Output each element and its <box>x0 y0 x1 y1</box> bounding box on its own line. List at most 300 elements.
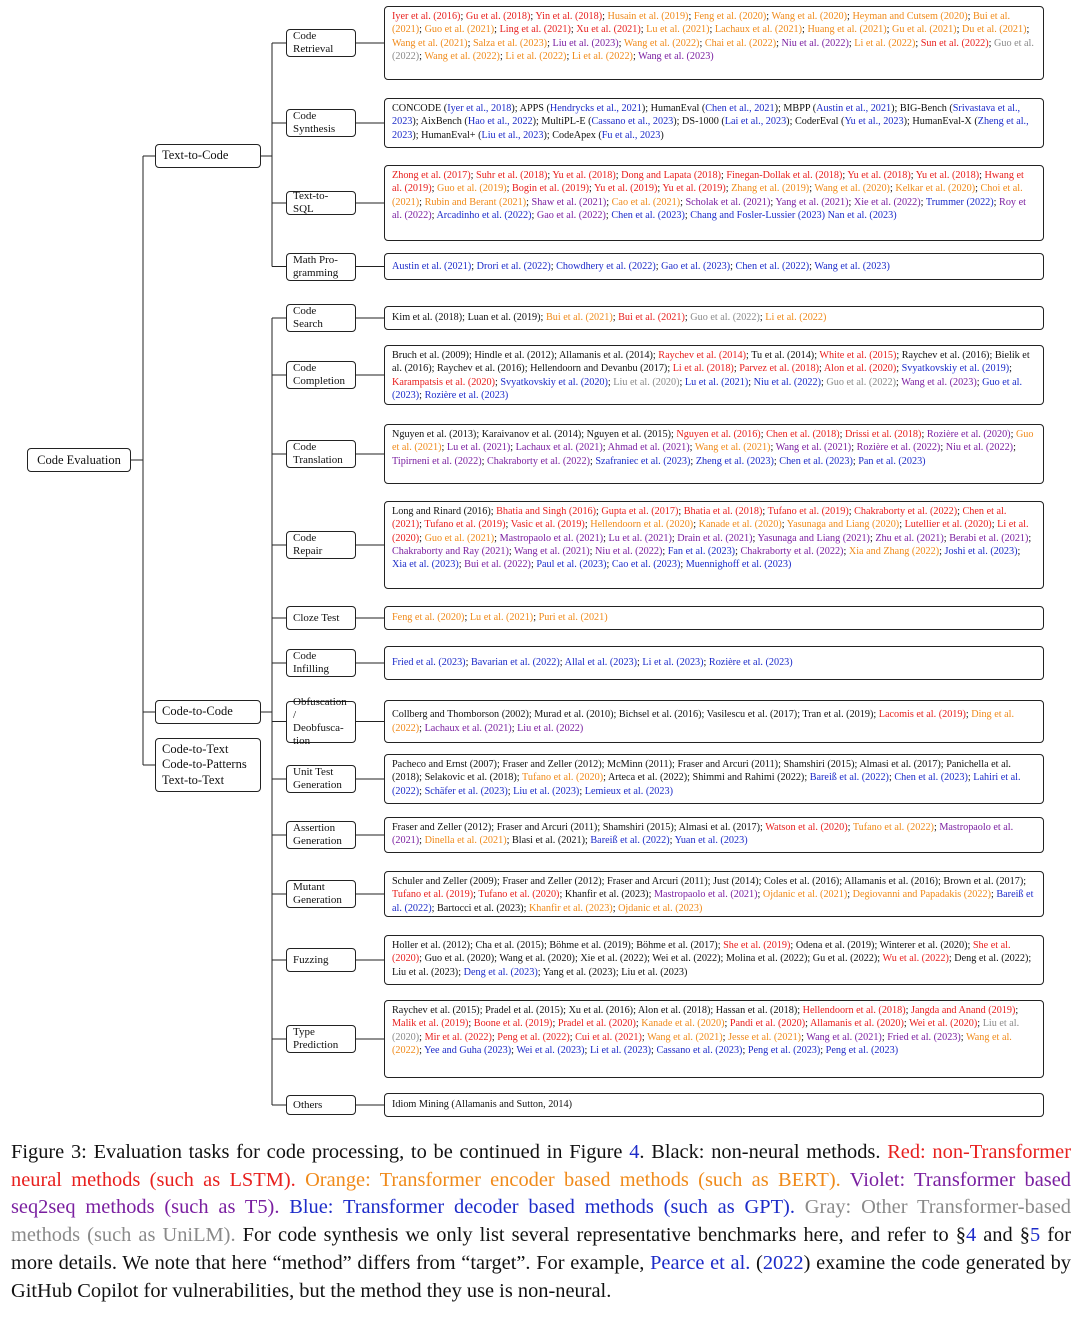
caption-segment: ) examine the code generated by GitHub Copilot for vulnerabilities, but the method they use is non-neural. <box>11 1251 1071 1302</box>
reference-item: Bui et al. (2021) <box>392 11 1011 36</box>
reference-item: Wang et al. (2021) <box>514 545 590 557</box>
reference-item: Li et al. (2022) <box>854 37 916 49</box>
reference-item: Joshi et al. (2023) <box>944 545 1018 557</box>
reference-item: Husain et al. (2019) <box>607 11 689 22</box>
reference-item: Wang et al. (2020) <box>814 183 890 195</box>
reference-item: Bui et al. (2022) <box>464 559 531 571</box>
reference-item: Chakraborty et al. (2022) <box>854 506 958 517</box>
caption-segment: and § <box>976 1224 1030 1247</box>
task-label: Code Synthesis <box>293 110 336 135</box>
reference-item: Xia et al. (2023) <box>392 559 459 571</box>
reference-item: Fried et al. (2023) <box>887 1031 961 1043</box>
reference-item: Parvez et al. (2018) <box>739 363 819 375</box>
caption-segment: Red: non-Transformer neural methods (such as LSTM). <box>11 1141 1071 1191</box>
reference-item: Tufano et al. (2019) <box>767 506 849 517</box>
reference-item: Li et al. (2020) <box>392 519 1029 544</box>
task-label: Fuzzing <box>293 953 329 966</box>
category-label: Code-to-Code <box>162 704 233 719</box>
reference-item: Tran et al. (2019) <box>802 709 874 721</box>
reference-item: Böhme et al. (2019) <box>549 940 631 951</box>
reference-item: Wu et al. (2022) <box>882 953 949 965</box>
reference-item: Li et al. (2023) <box>589 1044 652 1056</box>
reference-list: Pacheco and Ernst (2007); Fraser and Zeller (2012); McMinn (2011); Fraser and Arcuri (2011); Shamshiri (2015); Almasi et al. (2017); Panichella et al. (2018); Selakovic et al. (2018); Tufano et al. (2020); Arteca et al. (2022); Shimmi and Rahimi (2022); Bareiß et al. (2022); Chen et al. (2023); Lahiri et al. (2022); Schäfer et al. (2023); Liu et al. (2023); Lemieux et al. (2023) <box>384 754 1044 804</box>
reference-item: Niu et al. (2022) <box>781 37 849 49</box>
reference-item: Choi et al. (2021) <box>392 183 1023 208</box>
reference-item: Degiovanni and Papadakis (2022) <box>852 889 991 901</box>
reference-item: Kanade et al. (2020) <box>698 519 782 531</box>
reference-item: Guo et al. (2023) <box>392 376 1023 401</box>
reference-item: Wang et al. (2022) <box>623 37 700 49</box>
task-node <box>286 1025 356 1053</box>
reference-item: Tufano et al. (2019) <box>424 519 506 531</box>
reference-item: Tufano et al. (2019) <box>392 889 474 901</box>
reference-item: Drori et al. (2022) <box>476 260 551 272</box>
reference-item: Lu et al. (2021) <box>646 24 710 36</box>
reference-item: Fraser and Arcuri (2011) <box>677 759 779 770</box>
reference-item: Yasunaga and Liang (2021) <box>757 532 870 544</box>
reference-item: Hao et al., 2022 <box>467 116 533 128</box>
reference-item: Li et al. (2022) <box>505 50 567 62</box>
caption-segment: Violet: Transformer based seq2seq methods (such as T5). <box>11 1168 1071 1219</box>
task-label: Code Completion <box>293 362 345 387</box>
task-node <box>286 191 356 215</box>
reference-item: Lachaux et al. (2021) <box>714 24 803 36</box>
task-label: Code Search <box>293 305 323 330</box>
reference-item: Yu et al. (2018) <box>847 170 911 181</box>
reference-item: Karampatsis et al. (2020) <box>392 376 495 388</box>
reference-item: Pan et al. (2023) <box>858 455 926 467</box>
reference-item: Wang et al. (2021) <box>647 1031 723 1043</box>
reference-item: Fraser and Zeller (2012) <box>392 822 492 833</box>
reference-item: Gupta et al. (2017) <box>601 506 679 517</box>
task-label: Code Translation <box>293 441 343 466</box>
reference-item: Shimmi and Rahimi (2022) <box>692 772 805 784</box>
reference-item: Feng et al. (2020) <box>693 11 767 22</box>
task-node <box>286 531 356 559</box>
reference-item: Arteca et al. (2022) <box>607 772 688 784</box>
reference-item: Cha et al. (2015) <box>475 940 544 951</box>
task-label: Assertion Generation <box>293 822 342 847</box>
reference-item: Wang et al. (2023) <box>638 50 714 62</box>
reference-item: Xia and Zhang (2022) <box>848 545 940 557</box>
reference-item: Panichella et al. (2018) <box>392 759 1011 784</box>
reference-item: She et al. (2019) <box>723 940 791 951</box>
reference-item: Nguyen et al. (2015) <box>586 429 671 440</box>
reference-item: ); APPS ( <box>511 103 550 114</box>
reference-item: Gao et al. (2023) <box>661 260 731 272</box>
reference-item: Heyman and Cutsem (2020) <box>852 11 968 22</box>
reference-list: Bruch et al. (2009); Hindle et al. (2012); Allamanis et al. (2014); Raychev et al. (2014); Tu et al. (2014); White et al. (2015); Raychev et al. (2016); Bielik et al. (2016); Raychev et al. (2016); Hellendoorn and Devanbu (2017); Li et al. (2018); Parvez et al. (2018); Alon et al. (2020); Svyatkovskiy et al. (2019); Karampatsis et al. (2020); Svyatkovskiy et al. (2020); Liu et al. (2020); Lu et al. (2021); Niu et al. (2022); Guo et al. (2022); Wang et al. (2023); Guo et al. (2023); Rozière et al. (2023) <box>384 345 1044 405</box>
reference-item: Liu et al., 2023 <box>481 129 544 141</box>
reference-item: Bruch et al. (2009) <box>392 350 469 361</box>
reference-item: Guo et al. (2022) <box>826 376 896 388</box>
reference-item: ); HumanEval-X ( <box>903 116 978 128</box>
reference-item: Chen et al. (2021) <box>392 506 1007 531</box>
reference-item: CONCODE ( <box>392 103 448 114</box>
reference-item: Drissi et al. (2018) <box>845 429 922 440</box>
caption-segment: Pearce et al. <box>650 1251 751 1274</box>
reference-list: Kim et al. (2018); Luan et al. (2019); Bui et al. (2021); Bui et al. (2021); Guo et al. (2022); Li et al. (2022) <box>384 306 1044 330</box>
reference-item: Chen et al. (2023) <box>611 209 685 221</box>
reference-item: Puri et al. (2021) <box>538 612 608 624</box>
reference-item: Molina et al. (2022) <box>725 953 808 965</box>
reference-item: Yu et al. (2018) <box>552 170 616 181</box>
task-node <box>286 361 356 389</box>
reference-item: Ling et al. (2021) <box>499 24 571 36</box>
reference-item: Nguyen et al. (2013) <box>392 429 477 440</box>
reference-item: Berabi et al. (2021) <box>949 532 1029 544</box>
reference-item: Liu et al. (2022) <box>517 722 584 734</box>
reference-item: Wang et al. (2021) <box>806 1031 882 1043</box>
reference-item: Hellendoorn et al. (2018) <box>802 1005 906 1016</box>
reference-item: Chen et al. (2022) <box>735 260 810 272</box>
reference-item: Ojdanic et al. (2021) <box>762 889 848 901</box>
reference-item: Huang et al. (2021) <box>807 24 887 36</box>
reference-item: Liu et al. (2023) <box>513 785 580 797</box>
reference-item: Kanade et al. (2020) <box>641 1018 725 1030</box>
reference-item: Suhr et al. (2018) <box>476 170 548 181</box>
reference-item: Yuan et al. (2023) <box>674 835 748 847</box>
reference-item: Chakraborty et al. (2022) <box>487 455 590 467</box>
reference-item: Paul et al. (2023) <box>536 559 607 571</box>
reference-item: Yee and Guha (2023) <box>424 1044 512 1056</box>
reference-item: Chang and Fosler-Lussier (2023) Nan et al. (2023) <box>690 209 897 221</box>
reference-item: Chen et al. (2018) <box>766 429 840 440</box>
reference-item: ); HumanEval ( <box>641 103 706 114</box>
reference-item: Lu et al. (2021) <box>446 442 511 454</box>
reference-item: Guo et al. (2021) <box>424 24 495 36</box>
reference-item: Lu et al. (2021) <box>608 532 672 544</box>
reference-item: Pradel et al. (2020) <box>557 1018 636 1030</box>
reference-item: Murad et al. (2010) <box>534 709 614 721</box>
reference-item: Chai et al. (2022) <box>704 37 777 49</box>
reference-list: Long and Rinard (2016); Bhatia and Singh (2016); Gupta et al. (2017); Bhatia et al. (2018); Tufano et al. (2019); Chakraborty et al. (2022); Chen et al. (2021); Tufano et al. (2019); Vasic et al. (2019); Hellendoorn et al. (2020); Kanade et al. (2020); Yasunaga and Liang (2020); Lutellier et al. (2020); Li et al. (2020); Guo et al. (2021); Mastropaolo et al. (2021); Lu et al. (2021); Drain et al. (2021); Yasunaga and Liang (2021); Zhu et al. (2021); Berabi et al. (2021); Chakraborty and Ray (2021); Wang et al. (2021); Niu et al. (2022); Fan et al. (2023); Chakraborty et al. (2022); Xia and Zhang (2022); Joshi et al. (2023); Xia et al. (2023); Bui et al. (2022); Paul et al. (2023); Cao et al. (2023); Muennighoff et al. (2023) <box>384 501 1044 589</box>
reference-item: Arcadinho et al. (2022) <box>436 209 532 221</box>
task-node <box>286 253 356 281</box>
reference-item: Xie et al. (2022) <box>580 953 648 965</box>
reference-item: Bhatia et al. (2018) <box>683 506 763 517</box>
reference-item: Guo et al. (2022) <box>690 312 760 324</box>
reference-item: Mastropaolo et al. (2021) <box>499 532 604 544</box>
task-label: Unit Test Generation <box>293 766 342 791</box>
reference-item: Allamanis et al. (2014) <box>558 350 653 361</box>
reference-item: Alon et al. (2020) <box>823 363 897 375</box>
caption-segment: 2022 <box>762 1251 804 1274</box>
reference-item: Bareiß et al. (2022) <box>809 772 889 784</box>
task-node <box>286 765 356 793</box>
reference-item: Ding et al. (2022) <box>392 709 1014 734</box>
reference-item: ); CodeApex ( <box>543 129 602 141</box>
reference-item: Coles et al. (2016) <box>764 876 840 887</box>
reference-item: She et al. (2020) <box>392 940 1011 965</box>
reference-item: Odena et al. (2019) <box>795 940 875 951</box>
reference-item: Yang et al. (2023) <box>542 966 616 978</box>
reference-item: Bui et al. (2021) <box>618 312 685 324</box>
reference-item: Fried et al. (2023) <box>392 657 466 669</box>
reference-item: Wang et al. (2020) <box>771 11 848 22</box>
reference-item: Shamshiri (2015) <box>602 822 674 833</box>
reference-item: Tufano et al. (2020) <box>522 772 604 784</box>
reference-item: Peng et al. (2023) <box>825 1044 899 1056</box>
reference-item: Bareiß et al. (2022) <box>590 835 670 847</box>
reference-item: Luan et al. (2019) <box>467 312 541 324</box>
reference-item: Pandi et al. (2020) <box>729 1018 806 1030</box>
reference-item: Wang et al. (2022) <box>424 50 500 62</box>
task-node <box>286 440 356 468</box>
reference-item: Böhme et al. (2017) <box>636 940 718 951</box>
reference-item: Khanfir et al. (2023) <box>564 889 649 901</box>
reference-item: Cui et al. (2021) <box>575 1031 642 1043</box>
reference-item: Long and Rinard (2016) <box>392 506 491 517</box>
reference-item: Holler et al. (2012) <box>392 940 471 951</box>
reference-item: Yin et al. (2018) <box>535 11 603 22</box>
reference-item: Chen et al., 2021 <box>705 103 775 114</box>
reference-item: Finegan-Dollak et al. (2018) <box>726 170 843 181</box>
task-label: Code Repair <box>293 532 323 557</box>
reference-item: Cao et al. (2023) <box>611 559 681 571</box>
reference-item: Yu et al. (2018) <box>915 170 980 181</box>
category-label: Code-to-Text Code-to-Patterns Text-to-Text <box>162 741 247 787</box>
reference-item: Bielik et al. (2016) <box>392 350 1030 375</box>
reference-item: Tipirneni et al. (2022) <box>392 455 482 467</box>
task-node <box>286 880 356 908</box>
reference-item: Blasi et al. (2021) <box>512 835 585 847</box>
task-node <box>286 1095 356 1115</box>
task-node <box>286 304 356 332</box>
caption-segment: 4 <box>965 1224 977 1247</box>
reference-item: ) <box>660 129 664 141</box>
task-label: Cloze Test <box>293 611 340 624</box>
reference-item: Mastropaolo et al. (2021) <box>653 889 758 901</box>
reference-item: Raychev et al. (2016) <box>437 363 525 375</box>
reference-item: ); BIG-Bench ( <box>891 103 953 114</box>
reference-item: Cassano et al., 2023 <box>591 116 674 128</box>
reference-list: Schuler and Zeller (2009); Fraser and Zeller (2012); Fraser and Arcuri (2011); Just (2014); Coles et al. (2016); Allamanis et al. (2016); Brown et al. (2017); Tufano et al. (2019); Tufano et al. (2020); Khanfir et al. (2023); Mastropaolo et al. (2021); Ojdanic et al. (2021); Degiovanni and Papadakis (2022); Bareiß et al. (2022); Bartocci et al. (2023); Khanfir et al. (2023); Ojdanic et al. (2023) <box>384 871 1044 917</box>
reference-item: Schuler and Zeller (2009) <box>392 876 497 887</box>
reference-item: Almasi et al. (2017) <box>678 822 761 833</box>
reference-item: Chakraborty and Ray (2021) <box>392 545 509 557</box>
reference-item: Bartocci et al. (2023) <box>437 902 524 914</box>
reference-item: Svyatkovskiy et al. (2020) <box>500 376 608 388</box>
reference-item: Iyer et al. (2016) <box>392 11 461 22</box>
reference-item: Austin et al. (2021) <box>392 260 472 272</box>
reference-item: Raychev et al. (2014) <box>658 350 746 361</box>
reference-item: Cao et al. (2021) <box>611 196 681 208</box>
reference-list: Collberg and Thomborson (2002); Murad et al. (2010); Bichsel et al. (2016); Vasilescu et al. (2017); Tran et al. (2019); Lacomis et al. (2019); Ding et al. (2022); Lachaux et al. (2021); Liu et al. (2022) <box>384 700 1044 743</box>
reference-item: Dinella et al. (2021) <box>424 835 507 847</box>
reference-list: Iyer et al. (2016); Gu et al. (2018); Yin et al. (2018); Husain et al. (2019); Feng et al. (2020); Wang et al. (2020); Heyman and Cutsem (2020); Bui et al. (2021); Guo et al. (2021); Ling et al. (2021); Xu et al. (2021); Lu et al. (2021); Lachaux et al. (2021); Huang et al. (2021); Gu et al. (2021); Du et al. (2021); Wang et al. (2021); Salza et al. (2023); Liu et al. (2023); Wang et al. (2022); Chai et al. (2022); Niu et al. (2022); Li et al. (2022); Sun et al. (2022); Guo et al. (2022); Wang et al. (2022); Li et al. (2022); Li et al. (2022); Wang et al. (2023) <box>384 6 1044 80</box>
reference-item: Lemieux et al. (2023) <box>584 785 673 797</box>
reference-item: Kim et al. (2018) <box>392 312 463 324</box>
reference-item: Yu et al. (2019) <box>662 183 726 195</box>
reference-item: Gu et al. (2021) <box>892 24 957 36</box>
category-code-to-text <box>155 738 261 792</box>
reference-item: Zhang et al. (2019) <box>731 183 810 195</box>
reference-item: Gu et al. (2022) <box>812 953 878 965</box>
task-label: Type Prediction <box>293 1026 339 1051</box>
reference-item: Salza et al. (2023) <box>472 37 548 49</box>
reference-item: Li et al. (2022) <box>765 312 827 324</box>
task-label: Math Pro- gramming <box>293 253 339 279</box>
reference-item: Wei et al. (2022) <box>652 953 721 965</box>
category-label: Text-to-Code <box>162 148 229 163</box>
reference-item: Tu et al. (2014) <box>751 350 815 361</box>
caption-segment: 5 <box>1029 1224 1041 1247</box>
reference-item: Szafraniec et al. (2023) <box>595 455 691 467</box>
reference-item: Xu et al. (2016) <box>568 1005 634 1016</box>
reference-item: Allamanis et al. (2020) <box>809 1018 904 1030</box>
reference-item: Yasunaga and Liang (2020) <box>786 519 900 531</box>
reference-item: Liu et al. (2023) <box>552 37 619 49</box>
reference-item: Just (2014) <box>713 876 759 887</box>
reference-item: Malik et al. (2019) <box>392 1018 469 1030</box>
reference-item: Pradel et al. (2015) <box>485 1005 564 1016</box>
reference-item: Fraser and Zeller (2012) <box>502 759 602 770</box>
reference-item: Deng et al. (2023) <box>463 966 538 978</box>
reference-item: Raychev et al. (2016) <box>901 350 990 361</box>
reference-item: Lachaux et al. (2021) <box>424 722 512 734</box>
reference-item: Ojdanic et al. (2023) <box>618 902 703 914</box>
reference-item: Liu et al. (2023) <box>392 966 459 978</box>
reference-item: Gu et al. (2018) <box>465 11 531 22</box>
reference-item: Muennighoff et al. (2023) <box>685 559 792 571</box>
reference-item: Xie et al. (2022) <box>853 196 921 208</box>
task-node <box>286 695 356 747</box>
reference-item: Tufano et al. (2020) <box>478 889 560 901</box>
reference-item: Lachaux et al. (2021) <box>515 442 603 454</box>
reference-item: Lutellier et al. (2020) <box>904 519 992 531</box>
reference-item: Wang et al. (2023) <box>814 260 890 272</box>
reference-item: Winterer et al. (2020) <box>879 940 968 951</box>
category-code-to-code <box>155 700 261 724</box>
task-node <box>286 29 356 57</box>
reference-item: Rozière et al. (2020) <box>926 429 1011 440</box>
reference-item: Hwang et al. (2019) <box>392 170 1024 195</box>
reference-list <box>384 1093 1044 1117</box>
reference-item: Chowdhery et al. (2022) <box>556 260 656 272</box>
reference-item: Xu et al. (2021) <box>576 24 641 36</box>
reference-item: Peng et al. (2022) <box>497 1031 570 1043</box>
reference-item: Idiom Mining (Allamanis and Sutton, 2014) <box>392 1099 572 1111</box>
reference-item: Fraser and Arcuri (2011) <box>496 822 598 833</box>
reference-list: Nguyen et al. (2013); Karaivanov et al. (2014); Nguyen et al. (2015); Nguyen et al. (2016); Chen et al. (2018); Drissi et al. (2018); Rozière et al. (2020); Guo et al. (2021); Lu et al. (2021); Lachaux et al. (2021); Ahmad et al. (2021); Wang et al. (2021); Wang et al. (2021); Rozière et al. (2022); Niu et al. (2022); Tipirneni et al. (2022); Chakraborty et al. (2022); Szafraniec et al. (2023); Zheng et al. (2023); Chen et al. (2023); Pan et al. (2023) <box>384 424 1044 484</box>
reference-item: Drain et al. (2021) <box>677 532 753 544</box>
reference-item: Selakovic et al. (2018) <box>424 772 517 784</box>
reference-item: Yu et al. (2019) <box>593 183 658 195</box>
reference-item: Mastropaolo et al. (2021) <box>392 822 1014 847</box>
reference-item: Bogin et al. (2019) <box>512 183 589 195</box>
task-node <box>286 109 356 137</box>
caption-segment: Figure 3: Evaluation tasks for code processing, to be continued in Figure <box>11 1141 630 1163</box>
reference-item: Bui et al. (2021) <box>545 312 613 324</box>
reference-list: Fraser and Zeller (2012); Fraser and Arcuri (2011); Shamshiri (2015); Almasi et al. (2017); Watson et al. (2020); Tufano et al. (2022); Mastropaolo et al. (2021); Dinella et al. (2021); Blasi et al. (2021); Bareiß et al. (2022); Yuan et al. (2023) <box>384 817 1044 853</box>
reference-item: ); CoderEval ( <box>786 116 845 128</box>
reference-item: Collberg and Thomborson (2002) <box>392 709 529 721</box>
task-label: Obfuscation / Deobfusca- tion <box>293 695 347 747</box>
caption-segment: ( <box>750 1251 763 1274</box>
reference-item: Karaivanov et al. (2014) <box>481 429 582 440</box>
reference-list: Austin et al. (2021); Drori et al. (2022); Chowdhery et al. (2022); Gao et al. (2023); Chen et al. (2022); Wang et al. (2023) <box>384 253 1044 280</box>
reference-item: Jesse et al. (2021) <box>728 1031 802 1043</box>
reference-list <box>384 98 1044 148</box>
reference-item: Li et al. (2022) <box>571 50 633 62</box>
reference-item: Lai et al., 2023 <box>724 116 787 128</box>
reference-item: Allamanis et al. (2016) <box>844 876 939 887</box>
reference-item: Svyatkovskiy et al. (2019) <box>901 363 1010 375</box>
task-node <box>286 948 356 972</box>
reference-item: Lu et al. (2021) <box>469 612 534 624</box>
reference-item: Mir et al. (2022) <box>424 1031 492 1043</box>
reference-item: Wei et al. (2020) <box>909 1018 978 1030</box>
reference-item: Iyer et al., 2018 <box>447 103 512 114</box>
reference-item: Guo et al. (2021) <box>392 429 1034 454</box>
reference-item: Tufano et al. (2022) <box>852 822 934 833</box>
reference-item: Allal et al. (2023) <box>564 657 638 669</box>
reference-item: Zheng et al. (2023) <box>695 455 774 467</box>
reference-item: Bavarian et al. (2022) <box>470 657 560 669</box>
category-text-to-code <box>155 144 261 168</box>
reference-item: Niu et al. (2022) <box>753 376 821 388</box>
figure-caption <box>11 1139 1071 1305</box>
reference-list: Zhong et al. (2017); Suhr et al. (2018); Yu et al. (2018); Dong and Lapata (2018); Finegan-Dollak et al. (2018); Yu et al. (2018); Yu et al. (2018); Hwang et al. (2019); Guo et al. (2019); Bogin et al. (2019); Yu et al. (2019); Yu et al. (2019); Zhang et al. (2019); Wang et al. (2020); Kelkar et al. (2020); Choi et al. (2021); Rubin and Berant (2021); Shaw et al. (2021); Cao et al. (2021); Scholak et al. (2021); Yang et al. (2021); Xie et al. (2022); Trummer (2022); Roy et al. (2022); Arcadinho et al. (2022); Gao et al. (2022); Chen et al. (2023); Chang and Fosler-Lussier (2023) Nan et al. (2023) <box>384 165 1044 241</box>
reference-item: ); MultiPL-E ( <box>532 116 592 128</box>
reference-item: Khanfir et al. (2023) <box>528 902 613 914</box>
reference-item: Vasilescu et al. (2017) <box>706 709 798 721</box>
reference-item: McMinn (2011) <box>607 759 673 770</box>
reference-item: Bhatia and Singh (2016) <box>496 506 597 517</box>
reference-item: ); AixBench ( <box>412 116 468 128</box>
reference-item: Alon et al. (2018) <box>637 1005 711 1016</box>
reference-item: Rozière et al. (2022) <box>856 442 941 454</box>
reference-item: Deng et al. (2022) <box>954 953 1029 965</box>
reference-item: Wang et al. (2021) <box>775 442 852 454</box>
reference-list: Fried et al. (2023); Bavarian et al. (2022); Allal et al. (2023); Li et al. (2023); Rozière et al. (2023) <box>384 646 1044 680</box>
reference-item: Fu et al., 2023 <box>601 129 661 141</box>
reference-item: Ahmad et al. (2021) <box>607 442 690 454</box>
reference-item: Guo et al. (2019) <box>437 183 507 195</box>
caption-segment: for more details. We note that here “method” differs from “target”. For example, <box>11 1224 1071 1274</box>
reference-item: Wang et al. (2021) <box>694 442 771 454</box>
reference-item: Liu et al. (2020) <box>392 1018 1020 1043</box>
reference-item: Li et al. (2018) <box>672 363 734 375</box>
task-label: Code Infilling <box>293 650 330 675</box>
reference-item: Roy et al. (2022) <box>392 196 1026 221</box>
caption-segment: Gray: Other Transformer-based methods (such as UniLM). <box>11 1196 1071 1247</box>
reference-item: Boone et al. (2019) <box>473 1018 553 1030</box>
reference-item: Fan et al. (2023) <box>667 545 736 557</box>
reference-item: Cassano et al. (2023) <box>656 1044 743 1056</box>
caption-segment: Blue: Transformer decoder based methods (such as GPT). <box>289 1196 805 1219</box>
reference-item: Sun et al. (2022) <box>920 37 989 49</box>
reference-item: Chen et al. (2023) <box>779 455 853 467</box>
reference-item: Wei et al. (2023) <box>516 1044 585 1056</box>
reference-item: Niu et al. (2022) <box>595 545 663 557</box>
reference-item: Lu et al. (2021) <box>684 376 749 388</box>
reference-item: Wang et al. (2023) <box>901 376 977 388</box>
reference-item: Bareiß et al. (2022) <box>392 889 1034 914</box>
reference-item: Wang et al. (2022) <box>392 1031 1012 1056</box>
reference-item: Guo et al. (2021) <box>424 532 495 544</box>
reference-item: Hassan et al. (2018) <box>715 1005 798 1016</box>
reference-item: Liu et al. (2020) <box>613 376 680 388</box>
reference-item: Dong and Lapata (2018) <box>621 170 721 181</box>
reference-item: Zheng et al., 2023 <box>392 116 1029 141</box>
task-node <box>286 606 356 630</box>
reference-item: Bichsel et al. (2016) <box>618 709 702 721</box>
reference-item: Trummer (2022) <box>925 196 994 208</box>
root-node <box>27 448 131 472</box>
reference-item: Hindle et al. (2012) <box>474 350 555 361</box>
